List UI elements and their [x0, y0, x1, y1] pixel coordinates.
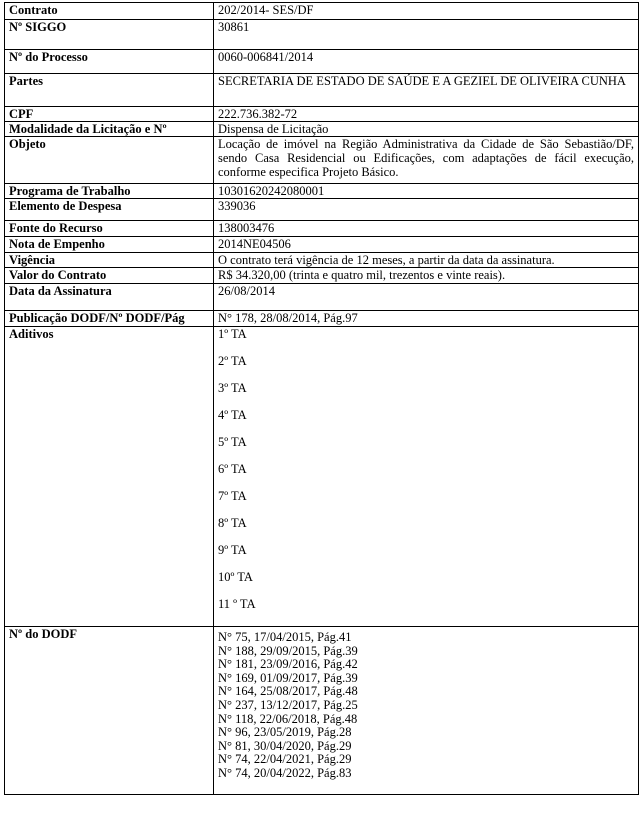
- value-objeto: Locação de imóvel na Região Administrativa da Cidade de São Sebastião/DF, sendo Casa Residencial ou Edificações, com adaptações de fácil execução, conforme especifica Projeto Básico.: [214, 137, 639, 184]
- label-valor: Valor do Contrato: [5, 268, 214, 284]
- row-cpf: [5, 107, 639, 122]
- value-elemento: 339036: [214, 199, 639, 221]
- label-siggo: Nº SIGGO: [5, 20, 214, 50]
- dodf-item: N° 188, 29/09/2015, Pág.39: [218, 643, 358, 658]
- value-processo: 0060-006841/2014: [214, 50, 639, 74]
- row-assinatura: [5, 284, 639, 311]
- dodf-item: N° 181, 23/09/2016, Pág.42: [218, 657, 358, 672]
- row-siggo: [5, 20, 639, 50]
- row-objeto: [5, 137, 639, 184]
- aditivo-item: 3º TA: [218, 381, 247, 395]
- label-programa: Programa de Trabalho: [5, 184, 214, 199]
- value-siggo: 30861: [214, 20, 639, 50]
- dodf-item: N° 74, 22/04/2021, Pág.29: [218, 752, 352, 767]
- contract-table: [4, 2, 639, 795]
- value-cpf: 222.736.382-72: [214, 107, 639, 122]
- dodf-item: N° 164, 25/08/2017, Pág.48: [218, 684, 358, 699]
- dodf-item: N° 96, 23/05/2019, Pág.28: [218, 725, 352, 740]
- row-contrato: [5, 3, 639, 20]
- dodf-item: N° 118, 22/06/2018, Pág.48: [218, 711, 358, 726]
- dodf-item: N° 169, 01/09/2017, Pág.39: [218, 670, 358, 685]
- label-dodf: Nº do DODF: [5, 627, 214, 795]
- label-partes: Partes: [5, 74, 214, 107]
- label-processo: Nº do Processo: [5, 50, 214, 74]
- row-dodf: [5, 627, 639, 795]
- row-vigencia: [5, 253, 639, 268]
- value-dodf: [214, 627, 639, 795]
- dodf-item: N° 81, 30/04/2020, Pág.29: [218, 738, 352, 753]
- label-cpf: CPF: [5, 107, 214, 122]
- aditivo-item: 5º TA: [218, 435, 247, 449]
- aditivo-item: 8º TA: [218, 516, 247, 530]
- row-publicacao: [5, 311, 639, 327]
- aditivo-item: 9º TA: [218, 543, 247, 557]
- value-assinatura: 26/08/2014: [214, 284, 639, 311]
- label-aditivos: Aditivos: [5, 327, 214, 627]
- value-publicacao: N° 178, 28/08/2014, Pág.97: [214, 311, 639, 327]
- label-vigencia: Vigência: [5, 253, 214, 268]
- value-programa: 10301620242080001: [214, 184, 639, 199]
- label-objeto: Objeto: [5, 137, 214, 184]
- aditivo-item: 6º TA: [218, 462, 247, 476]
- dodf-item: N° 74, 20/04/2022, Pág.83: [218, 765, 352, 780]
- row-aditivos: [5, 327, 639, 627]
- label-contrato: Contrato: [5, 3, 214, 20]
- label-publicacao: Publicação DODF/Nº DODF/Pág: [5, 311, 214, 327]
- dodf-item: N° 237, 13/12/2017, Pág.25: [218, 697, 358, 712]
- value-aditivos: [214, 327, 639, 627]
- aditivo-item: 11 º TA: [218, 597, 256, 611]
- value-modalidade: Dispensa de Licitação: [214, 122, 639, 137]
- label-elemento: Elemento de Despesa: [5, 199, 214, 221]
- aditivo-item: 4º TA: [218, 408, 247, 422]
- row-elemento: [5, 199, 639, 221]
- row-valor: [5, 268, 639, 284]
- label-assinatura: Data da Assinatura: [5, 284, 214, 311]
- row-modalidade: [5, 122, 639, 137]
- value-fonte: 138003476: [214, 221, 639, 237]
- value-valor: R$ 34.320,00 (trinta e quatro mil, trezentos e vinte reais).: [214, 268, 639, 284]
- dodf-item: N° 75, 17/04/2015, Pág.41: [218, 630, 352, 644]
- row-processo: [5, 50, 639, 74]
- row-partes: [5, 74, 639, 107]
- aditivo-item: 10º TA: [218, 570, 253, 584]
- label-fonte: Fonte do Recurso: [5, 221, 214, 237]
- dodf-list: [218, 631, 634, 781]
- aditivo-item: 2º TA: [218, 354, 247, 368]
- label-empenho: Nota de Empenho: [5, 237, 214, 253]
- aditivo-item: 7º TA: [218, 489, 247, 503]
- value-vigencia: O contrato terá vigência de 12 meses, a partir da data da assinatura.: [214, 253, 639, 268]
- row-programa: [5, 184, 639, 199]
- value-partes: SECRETARIA DE ESTADO DE SAÚDE E A GEZIEL DE OLIVEIRA CUNHA: [214, 74, 639, 107]
- value-empenho: 2014NE04506: [214, 237, 639, 253]
- value-contrato: 202/2014- SES/DF: [214, 3, 639, 20]
- row-empenho: [5, 237, 639, 253]
- label-modalidade: Modalidade da Licitação e Nº: [5, 122, 214, 137]
- row-fonte: [5, 221, 639, 237]
- aditivos-list: [218, 327, 634, 619]
- aditivo-item: 1º TA: [218, 327, 247, 341]
